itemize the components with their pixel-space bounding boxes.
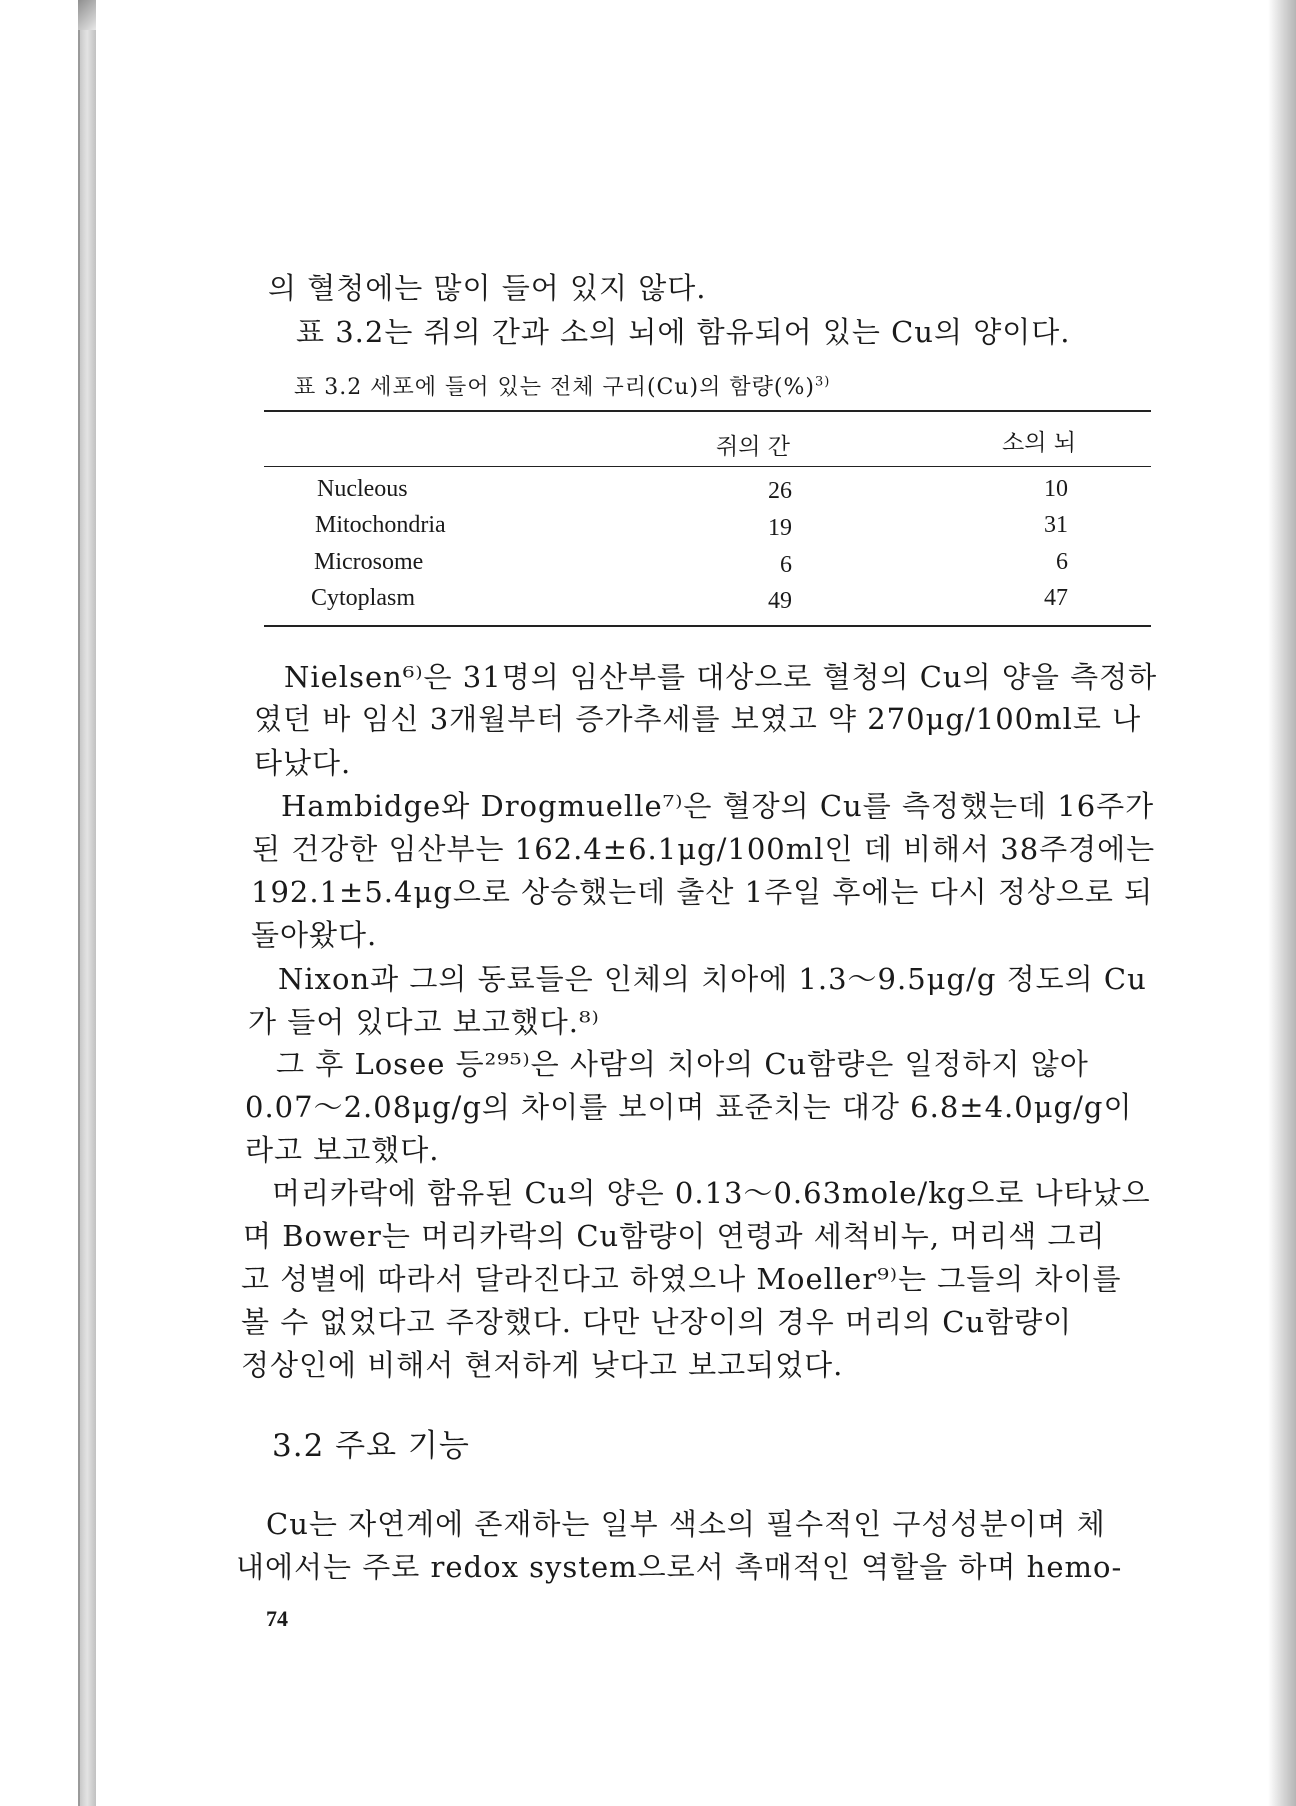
paragraph-4-line-2: 0.07～2.08μg/g의 차이를 보이며 표준치는 대강 6.8±4.0μg/g이 — [245, 1090, 1133, 1124]
intro-line-1: 의 혈청에는 많이 들어 있지 않다. — [268, 271, 707, 305]
section-paragraph-line-2: 내에서는 주로 redox system으로서 촉매적인 역할을 하며 hemo- — [236, 1550, 1123, 1584]
intro-line-2: 표 3.2는 쥐의 간과 소의 뇌에 함유되어 있는 Cu의 양이다. — [296, 315, 1071, 349]
paragraph-2-line-4: 돌아왔다. — [251, 918, 378, 952]
paragraph-4-line-3: 라고 보고했다. — [245, 1133, 440, 1167]
table-row-label: Cytoplasm — [311, 585, 416, 611]
table-bottom-rule — [264, 625, 1151, 627]
table-row-label: Mitochondria — [315, 512, 446, 538]
table-cell: 31 — [1044, 512, 1068, 538]
table-cell: 47 — [1044, 585, 1068, 611]
table-caption-ref: 3) — [814, 374, 831, 390]
paragraph-4-line-1: 그 후 Losee 등²⁹⁵⁾은 사람의 치아의 Cu함량은 일정하지 않아 — [276, 1047, 1089, 1081]
page-number: 74 — [266, 1606, 288, 1631]
table-cell: 26 — [768, 478, 792, 504]
book-spine-edge — [78, 0, 98, 1806]
paragraph-3-line-1: Nixon과 그의 동료들은 인체의 치아에 1.3～9.5μg/g 정도의 Cu — [278, 962, 1147, 996]
table-cell: 49 — [768, 588, 792, 614]
table-cell: 19 — [768, 515, 792, 541]
column-header-rat-liver: 쥐의 간 — [716, 434, 790, 460]
table-caption-text: 표 3.2 세포에 들어 있는 전체 구리(Cu)의 함량(%) — [294, 375, 815, 400]
paragraph-1-line-2: 였던 바 임신 3개월부터 증가추세를 보였고 약 270μg/100ml로 나 — [254, 702, 1142, 736]
table-row-label: Nucleous — [317, 476, 408, 502]
paragraph-2-line-3: 192.1±5.4μg으로 상승했는데 출산 1주일 후에는 다시 정상으로 되 — [251, 875, 1154, 909]
section-heading: 3.2 주요 기능 — [272, 1428, 470, 1464]
table-caption — [294, 370, 830, 401]
paragraph-1-line-3: 타났다. — [254, 746, 352, 780]
paragraph-2-line-2: 된 건강한 임산부는 162.4±6.1μg/100ml인 데 비해서 38주경에는 — [252, 832, 1156, 866]
table-header-rule — [264, 466, 1151, 467]
paragraph-5-line-4: 볼 수 없었다고 주장했다. 다만 난장이의 경우 머리의 Cu함량이 — [241, 1305, 1073, 1339]
paragraph-5-line-5: 정상인에 비해서 현저하게 낮다고 보고되었다. — [241, 1348, 844, 1382]
section-paragraph-line-1: Cu는 자연계에 존재하는 일부 색소의 필수적인 구성성분이며 체 — [266, 1507, 1106, 1541]
table-cell: 10 — [1044, 476, 1068, 502]
table-cell: 6 — [780, 552, 792, 578]
table-row-label: Microsome — [314, 549, 424, 575]
page-right-edge — [1268, 0, 1296, 1806]
paragraph-2-line-1: Hambidge와 Drogmuelle⁷⁾은 혈장의 Cu를 측정했는데 16주가 — [281, 789, 1155, 823]
column-header-bovine-brain: 소의 뇌 — [1002, 430, 1076, 456]
table-top-rule — [264, 410, 1151, 412]
paragraph-3-line-2: 가 들어 있다고 보고했다.⁸⁾ — [248, 1005, 600, 1039]
table-cell: 6 — [1056, 549, 1068, 575]
paragraph-5-line-1: 머리카락에 함유된 Cu의 양은 0.13～0.63mole/kg으로 나타났으 — [272, 1176, 1151, 1210]
paragraph-5-line-3: 고 성별에 따라서 달라진다고 하였으나 Moeller⁹⁾는 그들의 차이를 — [241, 1262, 1122, 1296]
paragraph-5-line-2: 며 Bower는 머리카락의 Cu함량이 연령과 세척비누, 머리색 그리 — [243, 1219, 1106, 1253]
paragraph-1-line-1: Nielsen⁶⁾은 31명의 임산부를 대상으로 혈청의 Cu의 양을 측정하 — [284, 660, 1158, 694]
